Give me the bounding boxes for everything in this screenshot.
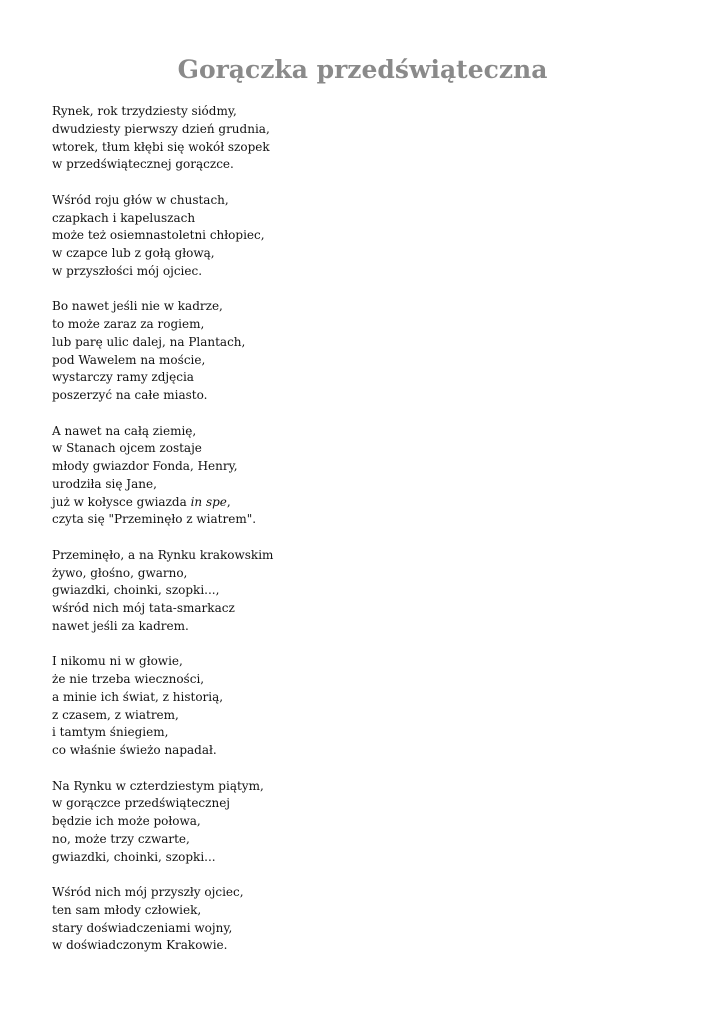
poem-line: w przyszłości mój ojciec. bbox=[52, 263, 203, 278]
poem-line: dwudziesty pierwszy dzień grudnia, bbox=[52, 121, 270, 136]
poem-line: pod Wawelem na moście, bbox=[52, 352, 206, 367]
poem-title: Gorączka przedświąteczna bbox=[177, 55, 548, 84]
stanza-7 bbox=[52, 778, 672, 867]
poem-line: I nikomu ni w głowie, bbox=[52, 654, 183, 669]
poem-line: młody gwiazdor Fonda, Henry, bbox=[52, 459, 238, 473]
poem-line: ten sam młody człowiek, bbox=[52, 902, 202, 917]
poem-line: no, może trzy czwarte, bbox=[52, 831, 190, 846]
poem-line: czapkach i kapeluszach bbox=[52, 210, 196, 225]
poem-line-segment: już w kołysce gwiazda bbox=[52, 494, 191, 509]
stanza-5 bbox=[52, 547, 672, 636]
poem-line: wtorek, tłum kłębi się wokół szopek bbox=[52, 139, 270, 154]
poem-line: stary doświadczeniami wojny, bbox=[52, 920, 233, 935]
poem-line: w gorączce przedświątecznej bbox=[52, 796, 231, 811]
stanza-1 bbox=[52, 103, 672, 174]
poem-line: Przeminęło, a na Rynku krakowskim bbox=[52, 547, 274, 562]
poem-line: nawet jeśli za kadrem. bbox=[52, 618, 189, 633]
poem-line: czyta się "Przeminęło z wiatrem". bbox=[52, 512, 257, 527]
poem-line: z czasem, z wiatrem, bbox=[52, 707, 179, 722]
poem-line: Wśród nich mój przyszły ojciec, bbox=[52, 885, 244, 899]
poem-line: gwiazdki, choinki, szopki... bbox=[52, 849, 216, 864]
italic-phrase: in spe bbox=[190, 494, 227, 509]
poem-line-with-italic bbox=[52, 494, 672, 512]
stanza-6 bbox=[52, 653, 672, 760]
poem-line-segment: , bbox=[226, 494, 231, 509]
poem-line: w doświadczonym Krakowie. bbox=[52, 938, 228, 953]
poem-line: gwiazdki, choinki, szopki..., bbox=[52, 583, 220, 598]
poem-line: może też osiemnastoletni chłopiec, bbox=[52, 228, 265, 243]
poem-line: Bo nawet jeśli nie w kadrze, bbox=[52, 299, 223, 314]
poem-line: wystarczy ramy zdjęcia bbox=[52, 370, 194, 385]
poem-line: poszerzyć na całe miasto. bbox=[52, 388, 208, 402]
poem-line: A nawet na całą ziemię, bbox=[52, 423, 197, 438]
poem-body bbox=[52, 103, 672, 973]
poem-line: w Stanach ojcem zostaje bbox=[52, 441, 202, 456]
stanza-4 bbox=[52, 423, 672, 530]
poem-line: wśród nich mój tata-smarkacz bbox=[52, 601, 235, 615]
poem-line: to może zaraz za rogiem, bbox=[52, 317, 205, 331]
poem-line: i tamtym śniegiem, bbox=[52, 725, 169, 740]
poem-line: że nie trzeba wieczności, bbox=[52, 672, 205, 686]
poem-line: żywo, głośno, gwarno, bbox=[52, 565, 188, 580]
poem-line: w przedświątecznej gorączce. bbox=[52, 157, 234, 172]
poem-line: będzie ich może połowa, bbox=[52, 814, 201, 828]
poem-line: co właśnie świeżo napadał. bbox=[52, 743, 217, 757]
stanza-2 bbox=[52, 192, 672, 281]
stanza-8 bbox=[52, 884, 672, 955]
poem-line: a minie ich świat, z historią, bbox=[52, 689, 224, 704]
poem-line: Na Rynku w czterdziestym piątym, bbox=[52, 778, 264, 793]
poem-line: Rynek, rok trzydziesty siódmy, bbox=[52, 104, 237, 118]
stanza-3 bbox=[52, 298, 672, 405]
poem-line: Wśród roju głów w chustach, bbox=[52, 192, 229, 207]
poem-line: lub parę ulic dalej, na Plantach, bbox=[52, 334, 246, 349]
poem-line: urodziła się Jane, bbox=[52, 476, 157, 491]
poem-line: w czapce lub z gołą głową, bbox=[52, 246, 215, 260]
